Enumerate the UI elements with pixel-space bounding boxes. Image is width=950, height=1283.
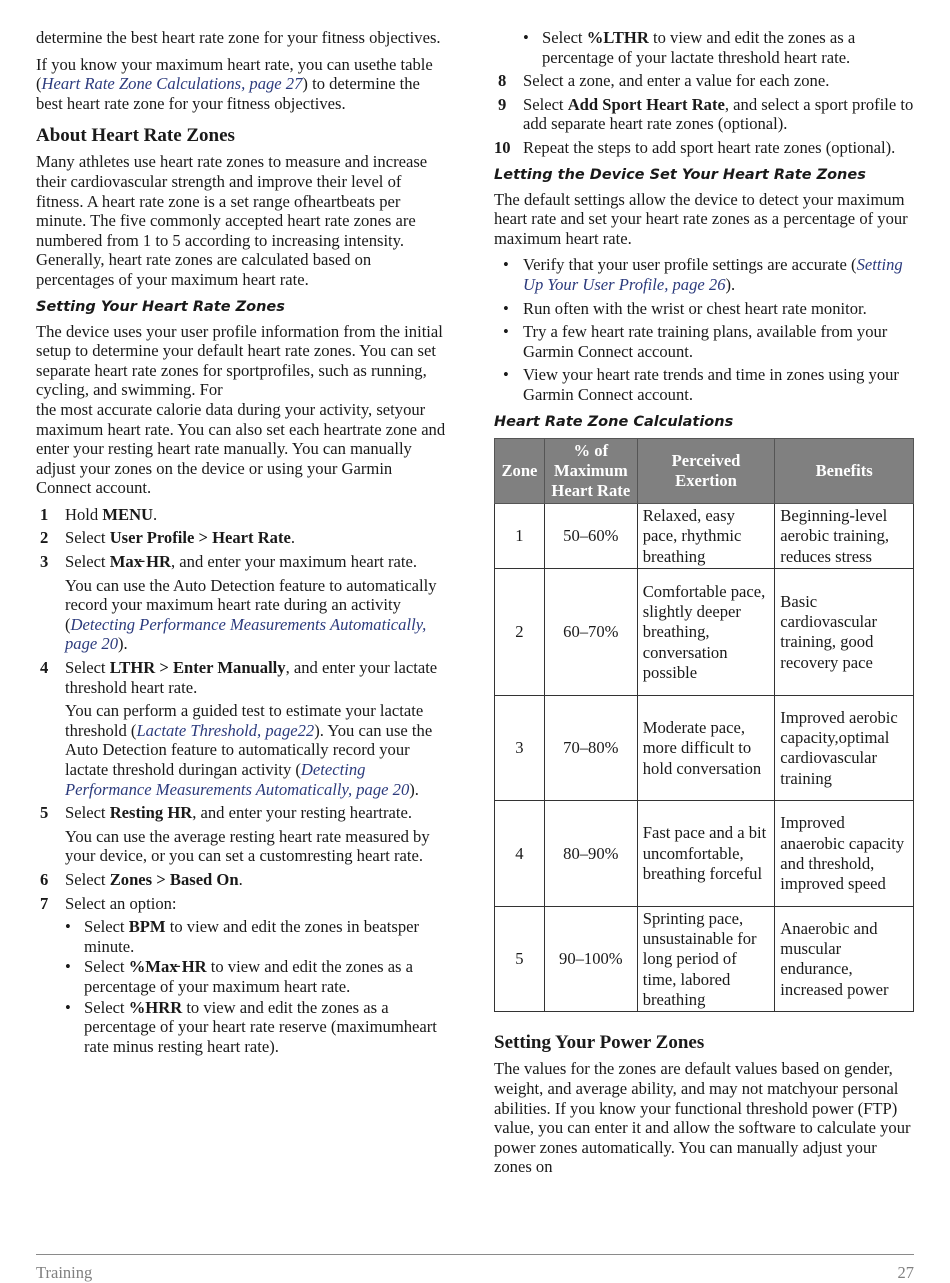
text: You can perform a guided test to estimate your lactate threshold ( xyxy=(65,701,424,740)
benefits-cell: Anaerobic and muscular endurance, increased power xyxy=(775,907,914,1012)
column-header: Perceived Exertion xyxy=(637,438,775,504)
step-number: 2 xyxy=(40,528,49,548)
link-user-profile[interactable]: Setting Up Your User Profile, page 26 xyxy=(523,255,903,294)
text: Hold xyxy=(65,504,103,524)
text: Verify that your user profile settings are accurate ( xyxy=(523,255,857,275)
text: ). xyxy=(409,779,419,799)
bullet-icon: • xyxy=(503,365,509,385)
step-number: 9 xyxy=(498,94,507,114)
step-3 xyxy=(36,552,448,572)
step-number: 10 xyxy=(494,137,511,157)
power-paragraph: The values for the zones are default values based on gender, weight, and average ability, and may not matchyour personal abilities. If you know your functional threshold power (FTP) value, you can enter it and allow the software to calculate your power zones automatically. You can manually adjust your zones on xyxy=(494,1059,911,1177)
left-column xyxy=(36,28,448,1057)
text: Select xyxy=(65,869,110,889)
heading-letting-device-set: Letting the Device Set Your Heart Rate Zones xyxy=(494,166,866,183)
step-number: 7 xyxy=(40,893,49,913)
text: . xyxy=(153,504,158,524)
bullet-icon: • xyxy=(503,255,509,275)
step-3-note xyxy=(36,576,448,654)
tip-view-trends xyxy=(494,365,914,404)
heading-about-heart-rate-zones: About Heart Rate Zones xyxy=(36,125,235,147)
percent-cell: 80–90% xyxy=(544,801,637,907)
option-hrr xyxy=(36,998,448,1057)
right-column xyxy=(494,28,914,1184)
step-number: 8 xyxy=(498,71,507,91)
exertion-cell: Relaxed, easy pace, rhythmic breathing xyxy=(637,504,775,569)
text: to view and edit the zones as a percentage of your heart rate reserve (maximumheart rate minus resting heart rate). xyxy=(84,997,437,1056)
text: to view and edit the zones in beatsper minute. xyxy=(84,917,420,956)
step-5 xyxy=(36,803,448,823)
heart-rate-zone-table xyxy=(494,438,914,1013)
text: Select xyxy=(84,917,129,937)
percent-cell: 50–60% xyxy=(544,504,637,569)
zone-cell: 2 xyxy=(495,569,545,696)
step-4-note xyxy=(36,701,448,799)
text: to view and edit the zones as a percentage of your maximum heart rate. xyxy=(84,957,414,996)
percent-cell: 70–80% xyxy=(544,696,637,801)
text: Repeat the steps to add sport heart rate zones (optional). xyxy=(523,137,896,157)
text: View your heart rate trends and time in zones using your Garmin Connect account. xyxy=(523,365,899,404)
link-detecting-performance[interactable]: Detecting Performance Measurements Automatically, page 20 xyxy=(65,614,427,654)
intro-paragraph: determine the best heart rate zone for your fitness objectives. xyxy=(36,28,441,47)
table-header-row xyxy=(495,438,914,504)
menu-label: Add Sport Heart Rate xyxy=(567,94,725,114)
page-footer xyxy=(36,1254,914,1282)
text: to view and edit the zones as a percentage of your lactate threshold heart rate. xyxy=(542,28,856,67)
text: , and enter your lactate threshold heart rate. xyxy=(65,658,438,697)
tip-verify-profile xyxy=(494,255,914,294)
step-number: 3 xyxy=(40,552,49,572)
menu-label: BPM xyxy=(128,917,166,937)
step-5-note: You can use the average resting heart rate measured by your device, or you can set a customresting heart rate. xyxy=(65,826,430,866)
intro-table-paragraph xyxy=(36,55,448,114)
text: Select xyxy=(65,803,110,823)
text: Try a few heart rate training plans, available from your Garmin Connect account. xyxy=(523,322,888,361)
menu-label: %LTHR xyxy=(586,28,649,47)
setting-paragraph-1: The device uses your user profile information from the initial setup to determine your default heart rate zones. You can set separate heart rate zones for sportprofiles, such as running, cycling, and swimming. For xyxy=(36,321,443,400)
step-6 xyxy=(36,870,448,890)
benefits-cell: Beginning-level aerobic training, reduces stress xyxy=(775,504,914,569)
step-7 xyxy=(36,894,448,914)
option-bpm xyxy=(36,917,448,956)
zone-cell: 5 xyxy=(495,907,545,1012)
text: . xyxy=(290,528,296,548)
link-detecting-performance[interactable]: Detecting Performance Measurements Automatically, page 20 xyxy=(65,760,410,799)
option-lthr xyxy=(494,28,914,67)
menu-label: %HRR xyxy=(128,997,183,1017)
zone-cell: 4 xyxy=(495,801,545,907)
step-number: 6 xyxy=(40,869,49,889)
text: . xyxy=(238,869,243,889)
step-4 xyxy=(36,658,448,697)
text: You can use the Auto Detection feature to automatically record your maximum heart rate during an activity ( xyxy=(65,575,437,634)
percent-cell: 60–70% xyxy=(544,569,637,696)
benefits-cell: Basic cardiovascular training, good recovery pace xyxy=(775,569,914,696)
exertion-cell: Comfortable pace, slightly deeper breathing, conversation possible xyxy=(637,569,775,696)
tip-training-plans xyxy=(494,322,914,361)
step-number: 4 xyxy=(40,658,49,678)
menu-label: User Profile > Heart Rate xyxy=(109,528,291,548)
step-1 xyxy=(36,505,448,525)
menu-label: Max̵ HR xyxy=(109,552,171,572)
heading-heart-rate-zone-calculations: Heart Rate Zone Calculations xyxy=(494,413,734,430)
text: ). xyxy=(118,634,128,654)
text: If you know your maximum heart rate, you can usethe table ( xyxy=(36,54,433,94)
letting-paragraph: The default settings allow the device to detect your maximum heart rate and set your heart rate zones as a percentage of your maximum heart rate. xyxy=(494,189,908,248)
zone-cell: 1 xyxy=(495,504,545,569)
option-max-hr xyxy=(36,957,448,996)
bullet-icon: • xyxy=(65,997,71,1017)
link-lactate-threshold[interactable]: Lactate Threshold, page22 xyxy=(136,720,315,740)
column-header: Zone xyxy=(495,438,545,504)
step-2 xyxy=(36,528,448,548)
text: , and enter your resting heartrate. xyxy=(192,803,412,823)
step-9 xyxy=(494,95,914,134)
column-header: Benefits xyxy=(775,438,914,504)
bullet-icon: • xyxy=(65,917,71,937)
heading-setting-power-zones: Setting Your Power Zones xyxy=(494,1032,705,1054)
bullet-icon: • xyxy=(503,298,509,318)
text: Select xyxy=(523,94,568,114)
text: , and enter your maximum heart rate. xyxy=(171,552,418,572)
step-8 xyxy=(494,71,914,91)
exertion-cell: Fast pace and a bit uncomfortable, breathing forceful xyxy=(637,801,775,907)
table-row xyxy=(495,504,914,569)
tip-run-often xyxy=(494,299,914,319)
setting-paragraph-2: the most accurate calorie data during your activity, setyour maximum heart rate. You can also set each heartrate zone and enter your resting heart rate manually. You can manually adjust your zones on the device or using your Garmin Connect account. xyxy=(36,399,446,498)
text: Select xyxy=(84,997,129,1017)
footer-page-number: 27 xyxy=(897,1263,914,1282)
table-row xyxy=(495,569,914,696)
menu-label: MENU xyxy=(102,504,154,524)
menu-label: LTHR > Enter Manually xyxy=(109,658,286,678)
menu-label: %Max̵ HR xyxy=(128,957,207,977)
column-header: % of Maximum Heart Rate xyxy=(544,438,637,504)
step-number: 1 xyxy=(40,504,49,524)
text: Select a zone, and enter a value for each zone. xyxy=(523,71,830,91)
heading-setting-heart-rate-zones: Setting Your Heart Rate Zones xyxy=(36,298,285,315)
bullet-icon: • xyxy=(523,28,529,47)
text: Select xyxy=(65,552,110,572)
step-number: 5 xyxy=(40,803,49,823)
text: Select xyxy=(84,957,129,977)
step-10 xyxy=(494,138,914,158)
bullet-icon: • xyxy=(65,957,71,977)
text: Select xyxy=(65,658,110,678)
table-row xyxy=(495,801,914,907)
text: Select an option: xyxy=(65,893,177,913)
text: ). You can use the Auto Detection feature to automatically record your lactate threshold duringan activity ( xyxy=(65,720,433,779)
text: , and select a sport profile to add separate heart rate zones (optional). xyxy=(523,94,914,134)
exertion-cell: Moderate pace, more difficult to hold conversation xyxy=(637,696,775,801)
bullet-icon: • xyxy=(503,322,509,342)
text: Select xyxy=(65,528,110,548)
zone-cell: 3 xyxy=(495,696,545,801)
benefits-cell: Improved anaerobic capacity and threshold, improved speed xyxy=(775,801,914,907)
text: ). xyxy=(725,274,736,294)
percent-cell: 90–100% xyxy=(544,907,637,1012)
text: Select xyxy=(542,28,587,47)
text: ) to determine the best heart rate zone for your fitness objectives. xyxy=(36,74,420,113)
about-paragraph: Many athletes use heart rate zones to measure and increase their cardiovascular strength and improve their level of fitness. A heart rate zone is a set range ofheartbeats per minute. The five commonly accepted heart rate zones are numbered from 1 to 5 according to increasing intensity. Generally, heart rate zones are calculated based on percentages of your maximum heart rate. xyxy=(36,152,428,289)
table-row xyxy=(495,696,914,801)
benefits-cell: Improved aerobic capacity,optimal cardiovascular training xyxy=(775,696,914,801)
text: Run often with the wrist or chest heart rate monitor. xyxy=(523,298,867,318)
menu-label: Zones > Based On xyxy=(109,869,239,889)
exertion-cell: Sprinting pace, unsustainable for long period of time, labored breathing xyxy=(637,907,775,1012)
link-heart-rate-zone-calculations[interactable]: Heart Rate Zone Calculations, page 27 xyxy=(41,74,303,94)
menu-label: Resting HR xyxy=(109,803,193,823)
footer-section-title: Training xyxy=(36,1263,93,1282)
table-row xyxy=(495,907,914,1012)
